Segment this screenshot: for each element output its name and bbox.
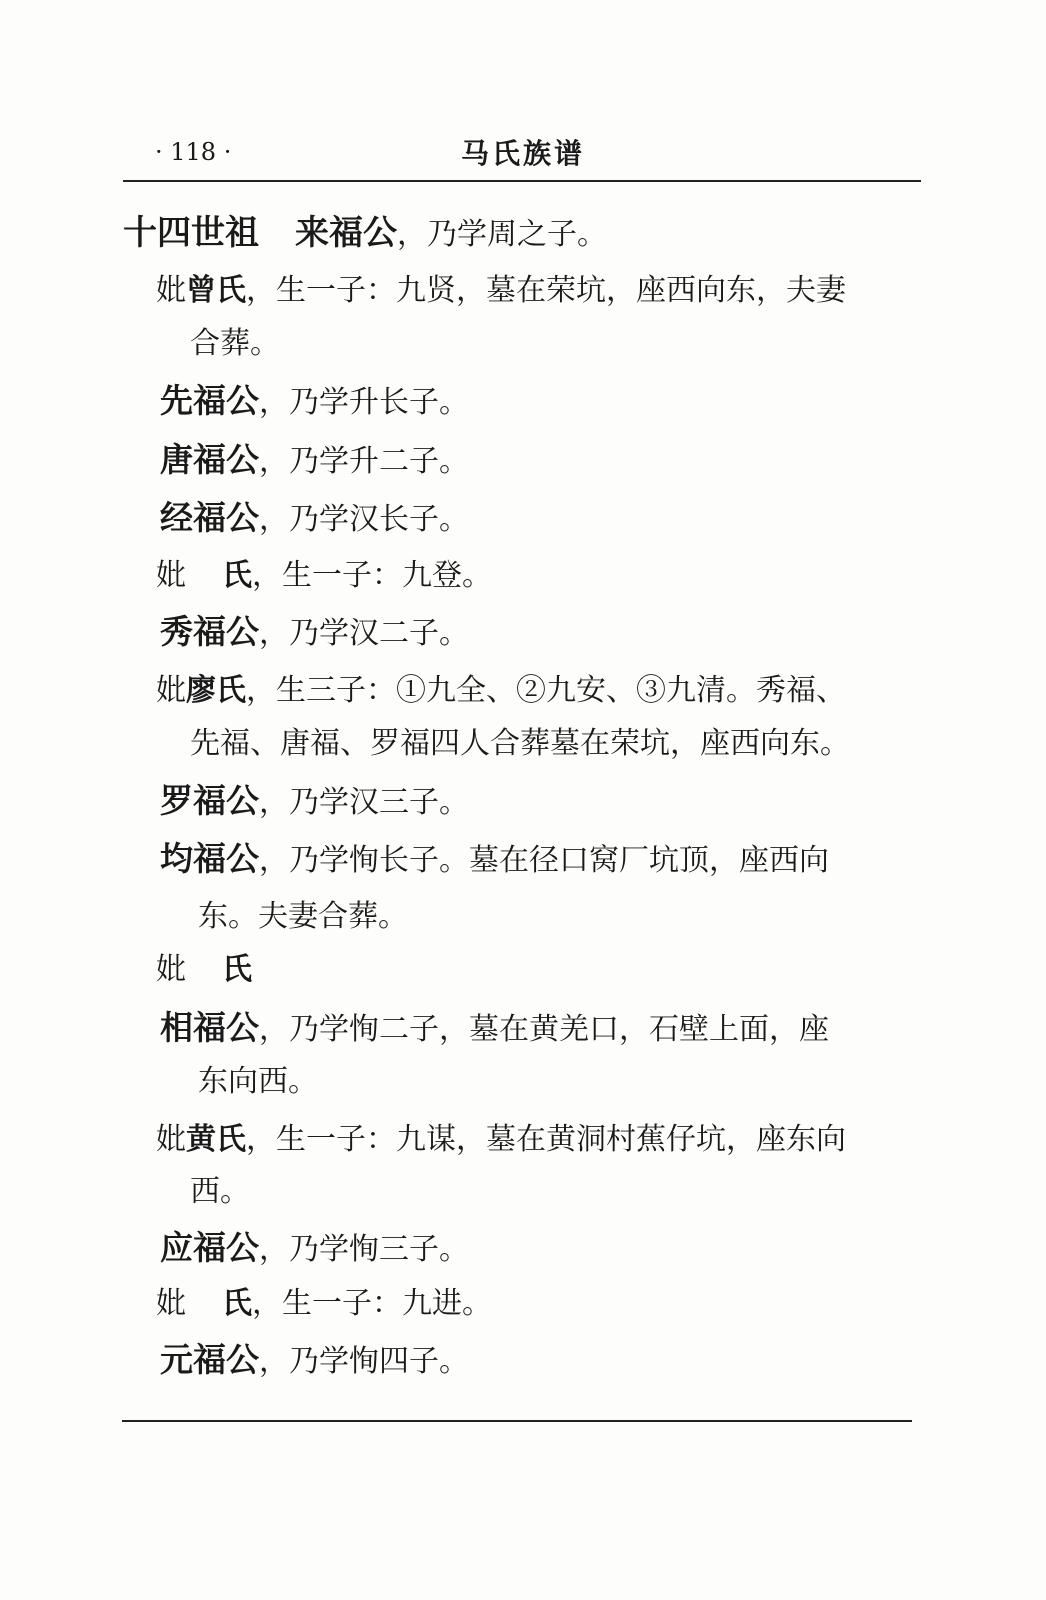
ancestor-desc: ，乃学汉长子。: [259, 502, 469, 537]
ancestor-name: 经福公: [160, 498, 259, 537]
spouse-surname: 曾氏: [186, 273, 246, 308]
header-rule: [123, 180, 921, 182]
spouse-entry: [156, 950, 252, 990]
ancestor-name: 应福公: [160, 1228, 259, 1267]
spouse-text: ，生一子：九登。: [252, 558, 492, 593]
ancestor-entry: [160, 498, 469, 540]
ancestor-name: 秀福公: [160, 612, 259, 651]
page-number: · 118 ·: [155, 138, 232, 166]
ancestor-name: 均福公: [160, 839, 259, 878]
page-header: [123, 128, 920, 178]
ancestor-name: 相福公: [160, 1008, 259, 1047]
spouse-entry: [156, 556, 492, 596]
ancestor-desc: ，乃学周之子。: [397, 217, 607, 252]
spouse-text: ，生一子：九谋，墓在黄洞村蕉仔坑，座东向: [246, 1122, 846, 1157]
ancestor-desc-continued: 东向西。: [198, 1064, 318, 1099]
spouse-entry: [156, 671, 846, 711]
ancestor-desc: ，乃学升长子。: [259, 385, 469, 420]
spouse-surname: 廖氏: [186, 673, 246, 708]
ancestor-entry: [160, 381, 469, 423]
ancestor-desc: ，乃学汉三子。: [259, 785, 469, 820]
spouse-entry: [156, 1120, 846, 1160]
spouse-surname: 氏: [222, 558, 252, 593]
spouse-surname: 氏: [222, 952, 252, 987]
footer-rule: [122, 1420, 912, 1422]
book-title: 马氏族谱: [461, 137, 586, 170]
spouse-text-continued: 西。: [190, 1174, 250, 1209]
ancestor-desc-continued: 东。夫妻合葬。: [198, 899, 408, 934]
spouse-text-continued: 先福、唐福、罗福四人合葬墓在荣坑，座西向东。: [190, 726, 850, 761]
ancestor-desc: ，乃学恂四子。: [259, 1344, 469, 1379]
spouse-prefix: 妣: [156, 1122, 186, 1157]
ancestor-entry: [160, 440, 469, 482]
ancestor-entry: [160, 781, 469, 823]
spouse-text: ，生一子：九贤，墓在荣坑，座西向东，夫妻: [246, 273, 846, 308]
ancestor-entry: [160, 1228, 469, 1270]
ancestor-desc: ，乃学恂二子，墓在黄羌口，石壁上面，座: [259, 1012, 829, 1047]
spouse-entry: [156, 271, 846, 311]
ancestor-name: 来福公: [295, 213, 397, 253]
generation-heading: [123, 213, 607, 255]
spouse-prefix: 妣: [156, 952, 186, 987]
ancestor-entry: [160, 1008, 829, 1050]
ancestor-desc: ，乃学升二子。: [259, 444, 469, 479]
spouse-text-continued: 合葬。: [190, 326, 280, 361]
spouse-text: ，生三子：①九全、②九安、③九清。秀福、: [246, 673, 846, 708]
spouse-surname: 黄氏: [186, 1122, 246, 1157]
spouse-surname: 氏: [222, 1286, 252, 1321]
ancestor-desc: ，乃学恂长子。墓在径口窝厂坑顶，座西向: [259, 843, 829, 878]
ancestor-entry: [160, 1340, 469, 1382]
ancestor-name: 罗福公: [160, 781, 259, 820]
spouse-prefix: 妣: [156, 673, 186, 708]
spouse-prefix: 妣: [156, 558, 186, 593]
ancestor-name: 先福公: [160, 381, 259, 420]
ancestor-name: 唐福公: [160, 440, 259, 479]
spouse-prefix: 妣: [156, 1286, 186, 1321]
spouse-prefix: 妣: [156, 273, 186, 308]
spouse-entry: [156, 1284, 492, 1324]
ancestor-desc: ，乃学汉二子。: [259, 616, 469, 651]
generation-label: 十四世祖: [123, 213, 259, 253]
ancestor-entry: [160, 839, 829, 881]
spouse-text: ，生一子：九进。: [252, 1286, 492, 1321]
ancestor-entry: [160, 612, 469, 654]
ancestor-name: 元福公: [160, 1340, 259, 1379]
ancestor-desc: ，乃学恂三子。: [259, 1232, 469, 1267]
